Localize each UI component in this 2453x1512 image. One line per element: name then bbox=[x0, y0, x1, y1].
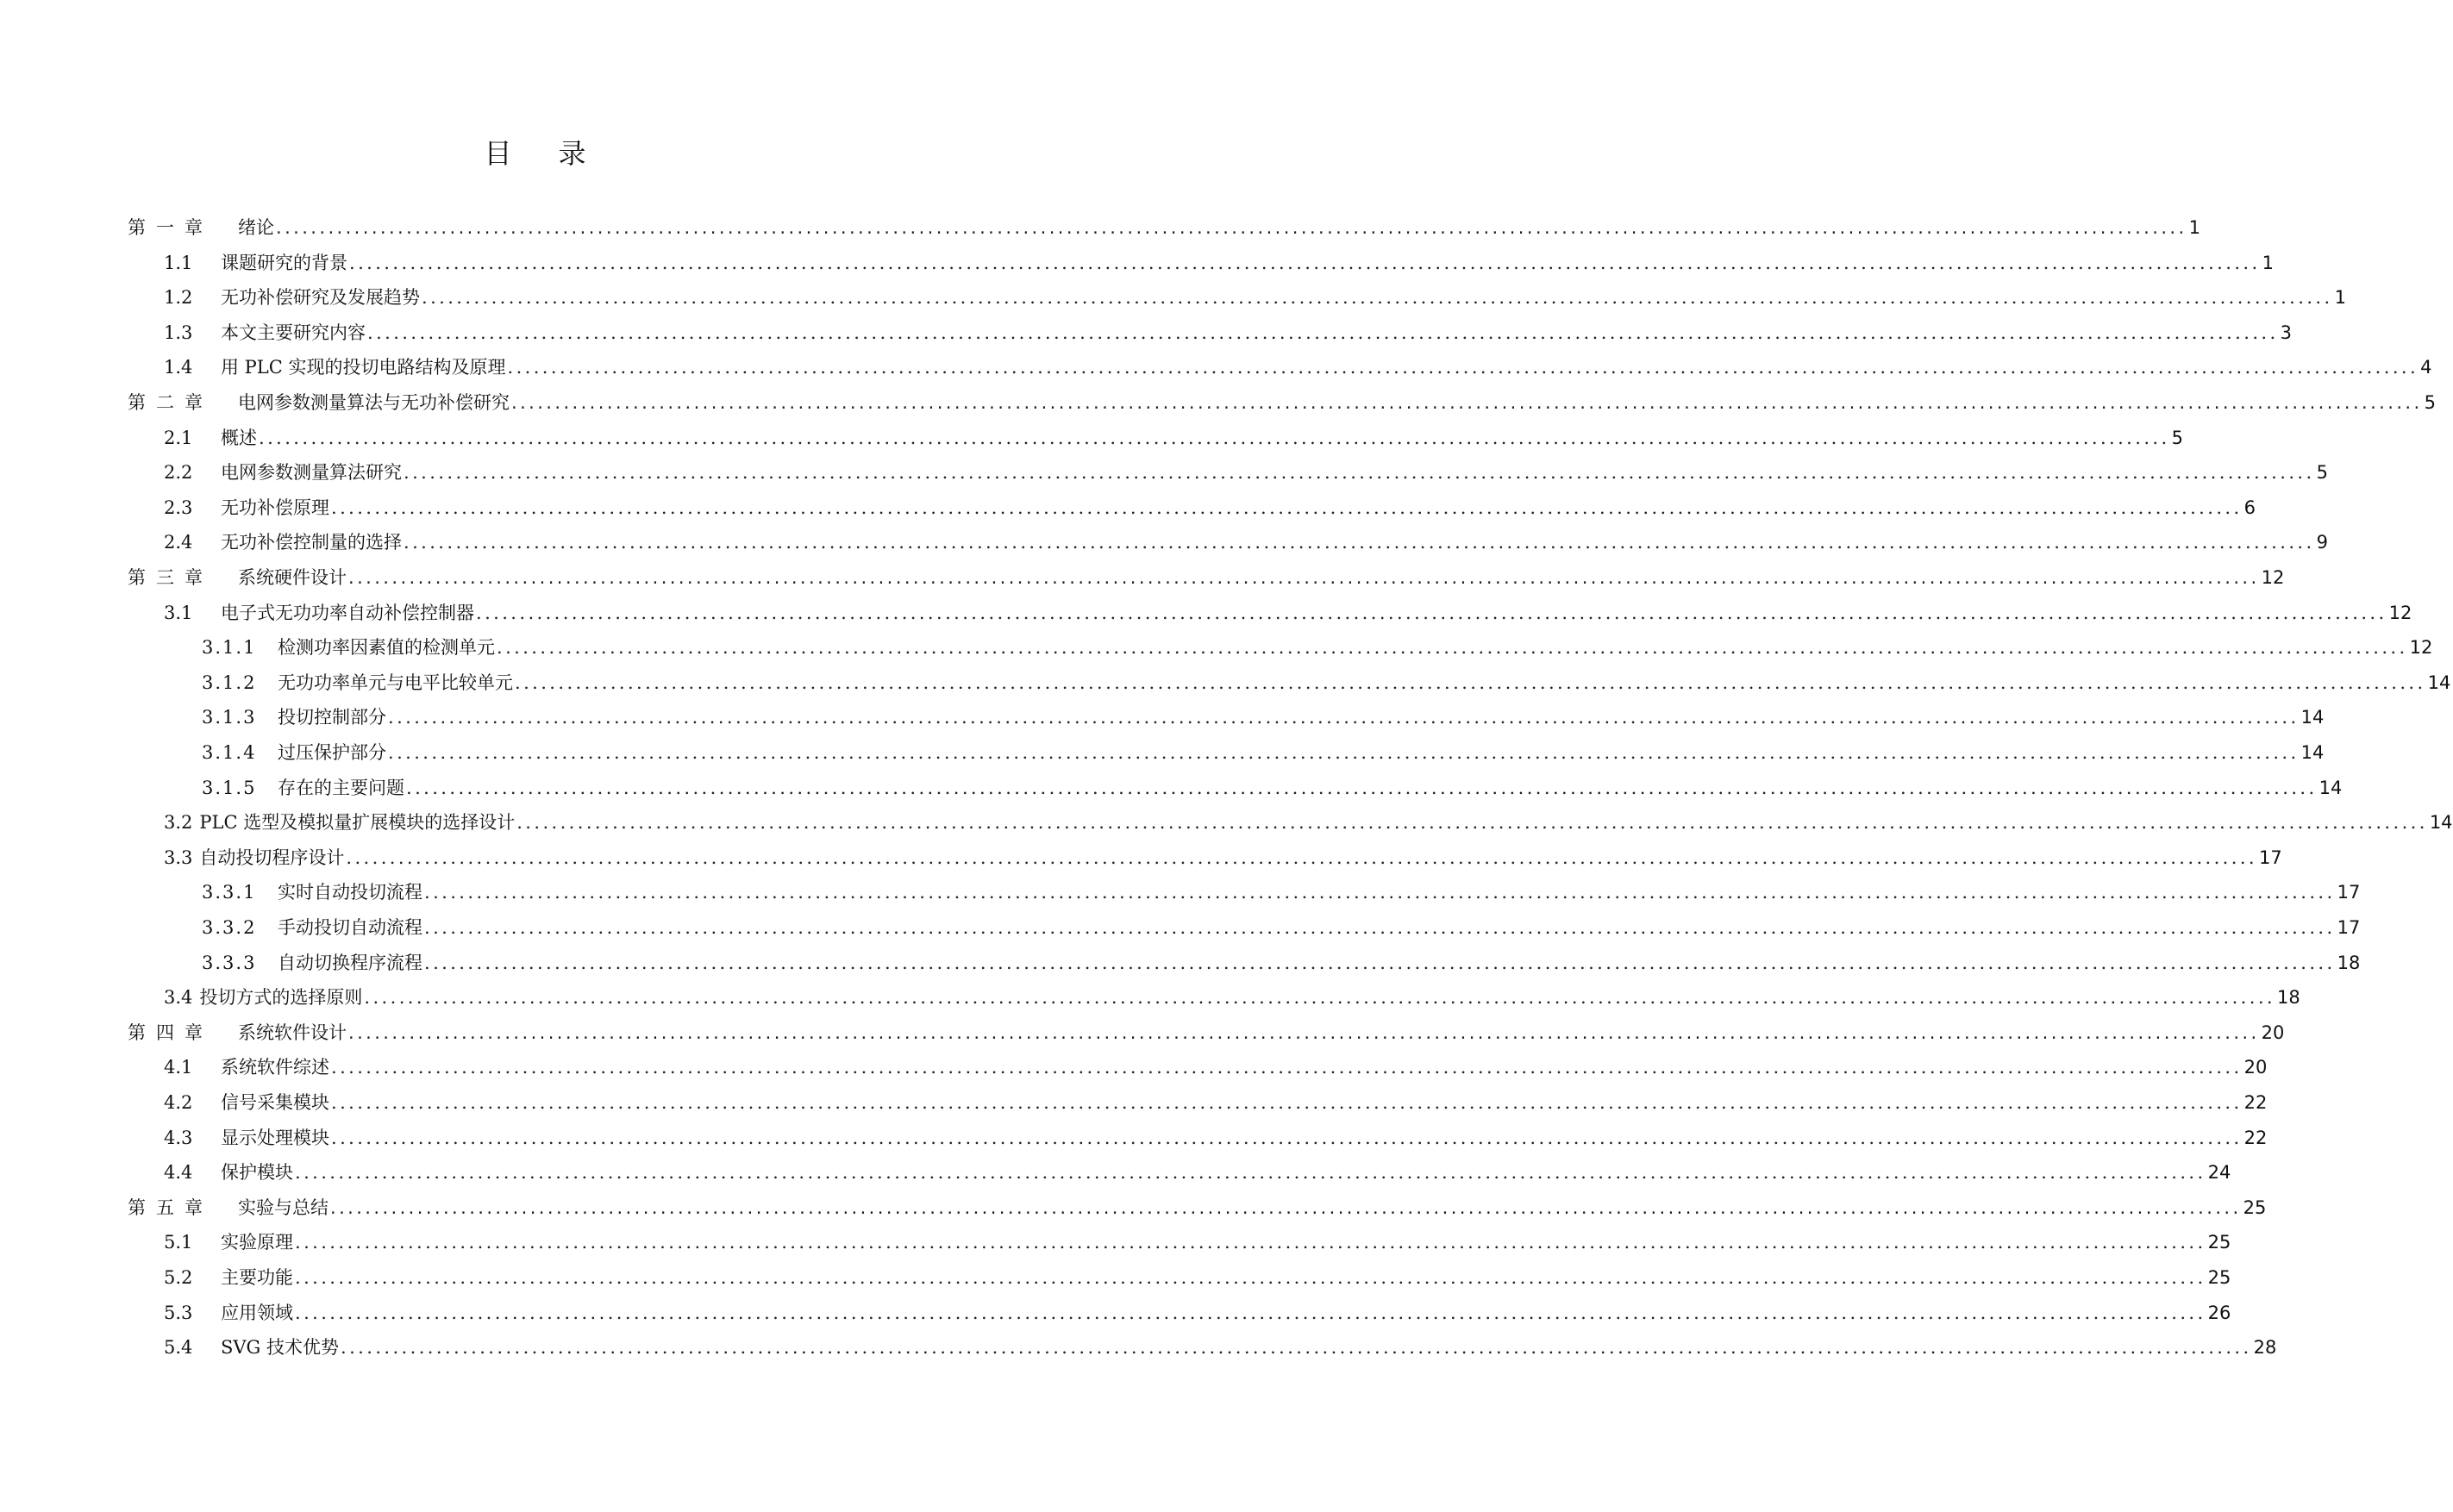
toc-entry-number: 第二章 bbox=[128, 392, 213, 413]
toc-section-entry[interactable] bbox=[164, 528, 2328, 554]
toc-entry-number: 2.1 bbox=[164, 427, 193, 448]
toc-entry-label: 主要功能 bbox=[221, 1267, 293, 1288]
toc-entry-number: 5.3 bbox=[164, 1302, 193, 1323]
toc-page-number: 5 bbox=[2424, 392, 2436, 413]
toc-dot-leader: ............................................................................................................................................................................................................................ bbox=[295, 1232, 2206, 1253]
toc-entry-label: 无功功率单元与电平比较单元 bbox=[278, 672, 513, 693]
toc-dot-leader: ............................................................................................................................................................................................................................ bbox=[331, 497, 2243, 518]
toc-entry-label: 存在的主要问题 bbox=[278, 777, 404, 798]
toc-subsection-entry[interactable] bbox=[202, 739, 2325, 765]
toc-title-part1: 目 bbox=[484, 137, 512, 170]
toc-dot-leader: ............................................................................................................................................................................................................................ bbox=[424, 882, 2336, 903]
toc-dot-leader: ............................................................................................................................................................................................................................ bbox=[388, 742, 2300, 763]
toc-entry-label: 显示处理模块 bbox=[221, 1127, 329, 1148]
toc-dot-leader: ............................................................................................................................................................................................................................ bbox=[331, 1127, 2243, 1148]
toc-dot-leader: ............................................................................................................................................................................................................................ bbox=[330, 1196, 2242, 1218]
toc-section-entry[interactable] bbox=[164, 809, 2453, 834]
toc-dot-leader: ............................................................................................................................................................................................................................ bbox=[295, 1302, 2206, 1323]
toc-chapter-entry[interactable] bbox=[128, 564, 2285, 590]
toc-entry-label: 保护模块 bbox=[221, 1162, 293, 1184]
toc-entry-number: 1.4 bbox=[164, 357, 193, 378]
toc-entry-number: 第四章 bbox=[128, 1022, 213, 1043]
toc-entry-label: 信号采集模块 bbox=[221, 1092, 329, 1113]
toc-entry-label: 投切方式的选择原则 bbox=[199, 987, 363, 1009]
toc-entry-number: 2.3 bbox=[164, 497, 193, 518]
toc-entry-label: 无功补偿原理 bbox=[221, 497, 329, 518]
toc-page-number: 4 bbox=[2420, 357, 2432, 378]
toc-entry-label: 绪论 bbox=[238, 217, 274, 238]
toc-dot-leader: ............................................................................................................................................................................................................................ bbox=[515, 672, 2426, 693]
toc-entry-number: 3.3 bbox=[164, 847, 193, 868]
toc-entry-number: 第三章 bbox=[128, 567, 213, 588]
toc-entry-number: 第五章 bbox=[128, 1196, 213, 1218]
toc-entry-label: 无功补偿控制量的选择 bbox=[221, 532, 402, 553]
toc-chapter-entry[interactable] bbox=[128, 1194, 2267, 1220]
toc-subsection-entry[interactable] bbox=[202, 878, 2361, 904]
toc-section-entry[interactable] bbox=[164, 984, 2300, 1009]
toc-page-number: 5 bbox=[2171, 427, 2183, 448]
toc-dot-leader: ............................................................................................................................................................................................................................ bbox=[507, 357, 2419, 378]
toc-dot-leader: ............................................................................................................................................................................................................................ bbox=[497, 637, 2408, 659]
toc-page-number: 12 bbox=[2409, 637, 2433, 659]
toc-dot-leader: ............................................................................................................................................................................................................................ bbox=[476, 602, 2387, 623]
toc-page-number: 20 bbox=[2243, 1057, 2268, 1078]
toc-page-number: 14 bbox=[2318, 777, 2343, 798]
toc-section-entry[interactable] bbox=[164, 1124, 2268, 1150]
toc-entry-number: 4.2 bbox=[164, 1092, 193, 1113]
toc-page-number: 25 bbox=[2243, 1196, 2267, 1218]
toc-entry-number: 第一章 bbox=[128, 217, 213, 238]
toc-chapter-entry[interactable] bbox=[128, 1019, 2285, 1045]
toc-dot-leader: ............................................................................................................................................................................................................................ bbox=[346, 847, 2257, 868]
toc-dot-leader: ............................................................................................................................................................................................................................ bbox=[424, 952, 2336, 973]
toc-entry-label: 自动投切程序设计 bbox=[199, 847, 345, 868]
toc-page-number: 12 bbox=[2388, 602, 2412, 623]
toc-page-number: 18 bbox=[2337, 952, 2361, 973]
toc-dot-leader: ............................................................................................................................................................................................................................ bbox=[367, 322, 2279, 343]
toc-page-number: 28 bbox=[2253, 1337, 2277, 1359]
toc-page-number: 1 bbox=[2334, 287, 2346, 309]
toc-page-number: 1 bbox=[2262, 252, 2274, 273]
toc-page-number: 14 bbox=[2429, 812, 2453, 834]
toc-dot-leader: ............................................................................................................................................................................................................................ bbox=[406, 777, 2318, 798]
toc-entry-number: 3.1.3 bbox=[202, 707, 257, 728]
toc-entry-number: 3.1.4 bbox=[202, 742, 257, 763]
toc-page-number: 3 bbox=[2280, 322, 2292, 343]
toc-section-entry[interactable] bbox=[164, 1159, 2231, 1184]
toc-chapter-entry[interactable] bbox=[128, 214, 2200, 240]
toc-section-entry[interactable] bbox=[164, 319, 2292, 345]
toc-entry-label: 实验与总结 bbox=[238, 1196, 329, 1218]
toc-section-entry[interactable] bbox=[164, 249, 2274, 275]
toc-page-number: 18 bbox=[2276, 987, 2300, 1009]
toc-section-entry[interactable] bbox=[164, 1334, 2277, 1359]
toc-entry-number: 3.3.1 bbox=[202, 882, 257, 903]
toc-section-entry[interactable] bbox=[164, 353, 2432, 379]
toc-dot-leader: ............................................................................................................................................................................................................................ bbox=[295, 1267, 2206, 1288]
toc-entry-number: 1.2 bbox=[164, 287, 193, 309]
toc-section-entry[interactable] bbox=[164, 1228, 2231, 1254]
toc-page-number: 12 bbox=[2261, 567, 2285, 588]
toc-entry-label: 过压保护部分 bbox=[278, 742, 386, 763]
toc-entry-number: 3.4 bbox=[164, 987, 193, 1009]
toc-title bbox=[0, 136, 1070, 171]
toc-entry-number: 1.3 bbox=[164, 322, 193, 343]
toc-subsection-entry[interactable] bbox=[202, 774, 2343, 800]
toc-section-entry[interactable] bbox=[164, 424, 2183, 450]
toc-dot-leader: ............................................................................................................................................................................................................................ bbox=[331, 1057, 2243, 1078]
toc-entry-number: 3.3.3 bbox=[202, 952, 257, 973]
toc-page-number: 17 bbox=[2337, 882, 2361, 903]
toc-page-number: 17 bbox=[2258, 847, 2282, 868]
toc-section-entry[interactable] bbox=[164, 284, 2346, 309]
toc-section-entry[interactable] bbox=[164, 1299, 2231, 1325]
toc-dot-leader: ............................................................................................................................................................................................................................ bbox=[424, 917, 2336, 938]
toc-dot-leader: ............................................................................................................................................................................................................................ bbox=[259, 427, 2170, 448]
toc-subsection-entry[interactable] bbox=[202, 914, 2361, 940]
toc-page-number: 22 bbox=[2243, 1127, 2268, 1148]
toc-entry-label: 电子式无功功率自动补偿控制器 bbox=[221, 602, 474, 623]
toc-dot-leader: ............................................................................................................................................................................................................................ bbox=[364, 987, 2275, 1009]
toc-page-number: 14 bbox=[2300, 707, 2325, 728]
toc-dot-leader: ............................................................................................................................................................................................................................ bbox=[341, 1337, 2252, 1359]
toc-entry-label: 系统硬件设计 bbox=[238, 567, 347, 588]
toc-section-entry[interactable] bbox=[164, 1264, 2231, 1290]
toc-dot-leader: ............................................................................................................................................................................................................................ bbox=[404, 462, 2315, 484]
toc-subsection-entry[interactable] bbox=[202, 949, 2361, 975]
toc-page-number: 14 bbox=[2427, 672, 2451, 693]
toc-entry-number: 5.2 bbox=[164, 1267, 193, 1288]
toc-dot-leader: ............................................................................................................................................................................................................................ bbox=[404, 532, 2315, 553]
toc-entry-number: 2.4 bbox=[164, 532, 193, 553]
toc-entry-label: 检测功率因素值的检测单元 bbox=[278, 637, 495, 659]
toc-entry-number: 3.1.1 bbox=[202, 637, 257, 659]
toc-entry-number: 3.1 bbox=[164, 602, 193, 623]
toc-entry-label: 电网参数测量算法与无功补偿研究 bbox=[238, 392, 510, 413]
toc-dot-leader: ............................................................................................................................................................................................................................ bbox=[388, 707, 2300, 728]
toc-entry-label: 系统软件设计 bbox=[238, 1022, 347, 1043]
toc-dot-leader: ............................................................................................................................................................................................................................ bbox=[511, 392, 2423, 413]
toc-dot-leader: ............................................................................................................................................................................................................................ bbox=[348, 1022, 2260, 1043]
toc-entry-label: 无功补偿研究及发展趋势 bbox=[221, 287, 420, 309]
toc-dot-leader: ............................................................................................................................................................................................................................ bbox=[348, 567, 2260, 588]
toc-entry-label: 实时自动投切流程 bbox=[278, 882, 422, 903]
toc-entry-label: 电网参数测量算法研究 bbox=[221, 462, 402, 484]
toc-dot-leader: ............................................................................................................................................................................................................................ bbox=[422, 287, 2333, 309]
toc-entry-number: 3.1.2 bbox=[202, 672, 257, 693]
toc-page-number: 1 bbox=[2188, 217, 2200, 238]
toc-entry-number: 2.2 bbox=[164, 462, 193, 484]
toc-dot-leader: ............................................................................................................................................................................................................................ bbox=[349, 252, 2261, 273]
toc-entry-label: 投切控制部分 bbox=[278, 707, 386, 728]
toc-entry-number: 4.1 bbox=[164, 1057, 193, 1078]
toc-page-number: 24 bbox=[2207, 1162, 2231, 1184]
toc-section-entry[interactable] bbox=[164, 459, 2328, 484]
toc-section-entry[interactable] bbox=[164, 1053, 2268, 1079]
toc-dot-leader: ............................................................................................................................................................................................................................ bbox=[331, 1092, 2243, 1113]
toc-section-entry[interactable] bbox=[164, 844, 2282, 870]
toc-page-number: 17 bbox=[2337, 917, 2361, 938]
toc-entry-label: SVG 技术优势 bbox=[221, 1337, 340, 1359]
toc-subsection-entry[interactable] bbox=[202, 703, 2325, 729]
toc-subsection-entry[interactable] bbox=[202, 669, 2451, 695]
toc-subsection-entry[interactable] bbox=[202, 634, 2433, 659]
toc-dot-leader: ............................................................................................................................................................................................................................ bbox=[516, 812, 2428, 834]
toc-chapter-entry[interactable] bbox=[128, 389, 2436, 415]
toc-page-number: 26 bbox=[2207, 1302, 2231, 1323]
toc-section-entry[interactable] bbox=[164, 599, 2412, 625]
toc-entry-number: 5.4 bbox=[164, 1337, 193, 1359]
toc-entry-number: 3.2 bbox=[164, 812, 193, 834]
toc-page-number: 5 bbox=[2316, 462, 2328, 484]
toc-section-entry[interactable] bbox=[164, 1089, 2268, 1115]
toc-entry-label: PLC 选型及模拟量扩展模块的选择设计 bbox=[199, 812, 516, 834]
toc-entry-label: 系统软件综述 bbox=[221, 1057, 329, 1078]
toc-entry-label: 实验原理 bbox=[221, 1232, 293, 1253]
toc-entry-label: 本文主要研究内容 bbox=[221, 322, 366, 343]
toc-entry-label: 用 PLC 实现的投切电路结构及原理 bbox=[221, 357, 506, 378]
toc-entry-label: 课题研究的背景 bbox=[221, 252, 347, 273]
toc-entry-number: 3.3.2 bbox=[202, 917, 257, 938]
toc-entry-number: 4.4 bbox=[164, 1162, 193, 1184]
toc-page-number: 22 bbox=[2243, 1092, 2268, 1113]
toc-entry-label: 应用领域 bbox=[221, 1302, 293, 1323]
toc-page-number: 25 bbox=[2207, 1267, 2231, 1288]
toc-entry-number: 3.1.5 bbox=[202, 777, 257, 798]
toc-dot-leader: ............................................................................................................................................................................................................................ bbox=[295, 1162, 2206, 1184]
toc-dot-leader: ............................................................................................................................................................................................................................ bbox=[276, 217, 2187, 238]
toc-entry-label: 手动投切自动流程 bbox=[278, 917, 422, 938]
toc-page-number: 14 bbox=[2300, 742, 2325, 763]
toc-entry-label: 自动切换程序流程 bbox=[278, 952, 422, 973]
toc-page-number: 20 bbox=[2261, 1022, 2285, 1043]
toc-page-number: 9 bbox=[2316, 532, 2328, 553]
toc-title-part2: 录 bbox=[558, 137, 586, 170]
toc-entry-number: 4.3 bbox=[164, 1127, 193, 1148]
toc-section-entry[interactable] bbox=[164, 494, 2256, 520]
toc-entry-number: 1.1 bbox=[164, 252, 193, 273]
toc-page-number: 6 bbox=[2243, 497, 2256, 518]
toc-entry-number: 5.1 bbox=[164, 1232, 193, 1253]
toc-page-number: 25 bbox=[2207, 1232, 2231, 1253]
toc-entry-label: 概述 bbox=[221, 427, 257, 448]
